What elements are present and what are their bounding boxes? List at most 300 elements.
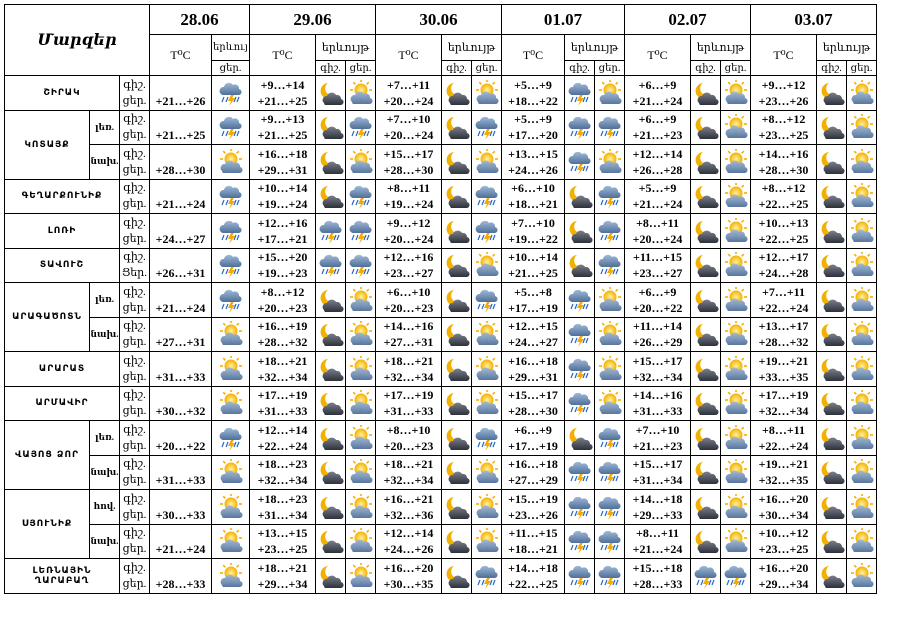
night-day-labels — [120, 248, 150, 283]
moon-cloud-icon — [444, 218, 470, 244]
day-temp: +30…+32 — [155, 404, 206, 419]
temp-cell — [502, 352, 565, 387]
moon-cloud-icon — [444, 183, 470, 209]
day-temp: +23…+26 — [758, 93, 809, 108]
sun-cloud-icon — [348, 390, 374, 416]
day-weather-cell — [847, 214, 877, 249]
forecast-row — [5, 283, 877, 318]
night-label: գիշ. — [123, 251, 146, 264]
forecast-row — [5, 524, 877, 559]
night-weather-cell — [565, 248, 595, 283]
region-name: ԱՐՄԱՎԻՐ — [5, 386, 120, 421]
forecast-row — [5, 317, 877, 352]
night-day-labels — [120, 559, 150, 594]
sun-cloud-icon — [597, 356, 623, 382]
day-temp: +23…+25 — [758, 542, 809, 557]
day-temp: +18…+21 — [508, 197, 558, 212]
day-weather-cell — [595, 214, 625, 249]
region-name: ԼԵՌՆԱՅԻՆ ՂԱՐԱԲԱՂ — [5, 559, 120, 594]
sun-cloud-icon — [348, 528, 374, 554]
sun-cloud-icon — [597, 390, 623, 416]
night-weather-cell — [691, 524, 721, 559]
night-weather-cell — [817, 490, 847, 525]
day-temp: +29…+31 — [257, 162, 308, 177]
day-temp: +24…+26 — [383, 542, 434, 557]
day-temp: +28…+30 — [383, 162, 434, 177]
subregion-label: նախ. — [90, 145, 120, 180]
day-temp: +24…+27 — [155, 231, 206, 246]
night-weather-cell — [442, 524, 472, 559]
night-temp: +11…+15 — [508, 526, 558, 541]
night-temp: +8…+12 — [761, 181, 806, 196]
night-header: գիշ. — [817, 61, 847, 76]
day-weather-cell — [346, 386, 376, 421]
forecast-table — [4, 4, 877, 594]
weather-cell — [212, 214, 250, 249]
night-weather-cell — [565, 317, 595, 352]
day-temp: +20…+22 — [155, 438, 206, 453]
temp-cell — [250, 76, 316, 111]
day-temp: +31…+33 — [257, 404, 308, 419]
day-weather-cell — [595, 76, 625, 111]
moon-cloud-icon — [819, 149, 845, 175]
temp-cell — [376, 214, 442, 249]
night-weather-cell — [691, 490, 721, 525]
weather-cell — [212, 317, 250, 352]
weather-cell — [212, 248, 250, 283]
temp-cell — [150, 76, 212, 111]
moon-cloud-icon — [444, 528, 470, 554]
temp-cell — [751, 76, 817, 111]
region-name: ԿՈՏԱՅՔ — [5, 110, 90, 179]
weather-cell — [212, 352, 250, 387]
day-temp: +22…+24 — [257, 438, 308, 453]
day-header: ցեր. — [472, 61, 502, 76]
night-temp: +16…+20 — [383, 560, 434, 575]
day-header: ցեր. — [346, 61, 376, 76]
temp-cell — [376, 145, 442, 180]
moon-cloud-icon — [444, 459, 470, 485]
thunderstorm-icon — [567, 356, 593, 382]
sun-cloud-icon — [849, 287, 875, 313]
temp-cell — [751, 214, 817, 249]
sun-cloud-icon — [723, 425, 749, 451]
night-day-labels — [120, 76, 150, 111]
day-weather-cell — [472, 179, 502, 214]
day-weather-cell — [472, 317, 502, 352]
thunderstorm-icon — [597, 459, 623, 485]
night-temp: +15…+18 — [632, 560, 683, 575]
night-weather-cell — [691, 283, 721, 318]
sun-cloud-icon — [849, 390, 875, 416]
night-temp: +9…+14 — [260, 77, 305, 92]
temp-cell — [751, 524, 817, 559]
day-temp: +22…+24 — [758, 438, 809, 453]
temp-cell — [376, 179, 442, 214]
night-temp: +7…+10 — [511, 215, 555, 230]
day-temp: +30…+35 — [383, 576, 434, 591]
subregion-label: հով. — [90, 490, 120, 525]
moon-cloud-icon — [318, 80, 344, 106]
thunderstorm-icon — [474, 425, 500, 451]
sun-cloud-icon — [218, 528, 244, 554]
day-weather-cell — [346, 179, 376, 214]
forecast-row — [5, 110, 877, 145]
thunderstorm-icon — [597, 528, 623, 554]
moon-cloud-icon — [693, 528, 719, 554]
temp-cell — [250, 559, 316, 594]
night-weather-cell — [565, 524, 595, 559]
night-day-labels — [120, 317, 150, 352]
moon-cloud-icon — [318, 459, 344, 485]
night-weather-cell — [316, 248, 346, 283]
day-temp: +30…+33 — [155, 507, 206, 522]
night-weather-cell — [316, 559, 346, 594]
subregion-label: նախ. — [90, 524, 120, 559]
night-day-labels — [120, 386, 150, 421]
night-temp: +7…+11 — [761, 284, 805, 299]
night-temp: +12…+16 — [383, 250, 434, 265]
temp-cell — [376, 248, 442, 283]
day-weather-cell — [847, 179, 877, 214]
day-weather-cell — [472, 455, 502, 490]
day-weather-cell — [595, 386, 625, 421]
day-temp: +21…+23 — [632, 438, 683, 453]
weather-cell — [212, 386, 250, 421]
day-weather-cell — [595, 145, 625, 180]
temp-cell — [376, 110, 442, 145]
sun-cloud-icon — [218, 321, 244, 347]
temp-cell — [502, 145, 565, 180]
day-weather-cell — [847, 386, 877, 421]
day-label: Ցեր. — [122, 267, 147, 280]
temp-cell — [751, 317, 817, 352]
day-temp: +31…+34 — [632, 473, 683, 488]
temp-cell — [502, 214, 565, 249]
moon-cloud-icon — [444, 494, 470, 520]
day-temp: +20…+24 — [632, 231, 683, 246]
day-weather-cell — [595, 455, 625, 490]
day-temp: +32…+34 — [632, 369, 683, 384]
day-weather-cell — [346, 145, 376, 180]
day-weather-cell — [595, 248, 625, 283]
night-temp: +14…+16 — [758, 146, 809, 161]
day-weather-cell — [346, 283, 376, 318]
night-label: գիշ. — [123, 561, 146, 574]
moon-cloud-icon — [819, 321, 845, 347]
night-weather-cell — [442, 490, 472, 525]
night-weather-cell — [691, 352, 721, 387]
day-weather-cell — [721, 110, 751, 145]
day-weather-cell — [346, 76, 376, 111]
moon-cloud-icon — [693, 287, 719, 313]
temp-cell — [502, 490, 565, 525]
night-temp: +13…+15 — [257, 526, 308, 541]
thunderstorm-icon — [597, 114, 623, 140]
day-weather-cell — [472, 524, 502, 559]
day-temp: +29…+34 — [758, 576, 809, 591]
day-temp: +21…+23 — [632, 128, 683, 143]
thunderstorm-icon — [567, 390, 593, 416]
day-weather-cell — [346, 559, 376, 594]
forecast-row — [5, 490, 877, 525]
night-weather-cell — [691, 145, 721, 180]
sun-cloud-icon — [474, 528, 500, 554]
moon-cloud-icon — [318, 425, 344, 451]
temp-cell — [150, 352, 212, 387]
night-temp: +12…+14 — [632, 146, 683, 161]
day-temp: +21…+24 — [632, 197, 683, 212]
temp-cell — [625, 352, 691, 387]
day-weather-cell — [721, 248, 751, 283]
day-label: ցեր. — [122, 94, 147, 107]
region-name: ԱՐԱԳԱԾՈՏՆ — [5, 283, 90, 352]
night-weather-cell — [817, 214, 847, 249]
temp-cell — [250, 455, 316, 490]
night-weather-cell — [565, 179, 595, 214]
night-temp: +15…+17 — [508, 388, 558, 403]
moon-cloud-icon — [318, 494, 344, 520]
night-temp: +6…+9 — [638, 112, 677, 127]
night-weather-cell — [565, 110, 595, 145]
day-weather-cell — [472, 283, 502, 318]
temp-unit-header: T⁰C — [376, 35, 442, 76]
moon-cloud-icon — [819, 494, 845, 520]
moon-cloud-icon — [567, 183, 593, 209]
temp-cell — [250, 145, 316, 180]
weather-cell — [212, 145, 250, 180]
night-weather-cell — [316, 110, 346, 145]
sun-cloud-icon — [218, 149, 244, 175]
night-weather-cell — [565, 490, 595, 525]
moon-cloud-icon — [444, 252, 470, 278]
day-weather-cell — [472, 490, 502, 525]
day-label: ցեր. — [122, 163, 147, 176]
thunderstorm-icon — [567, 80, 593, 106]
night-weather-cell — [691, 317, 721, 352]
day-temp: +22…+24 — [758, 300, 809, 315]
temp-cell — [625, 455, 691, 490]
thunderstorm-icon — [567, 459, 593, 485]
day-weather-cell — [472, 110, 502, 145]
sun-cloud-icon — [723, 390, 749, 416]
night-temp: +15…+20 — [257, 250, 308, 265]
temp-cell — [150, 559, 212, 594]
day-weather-cell — [346, 214, 376, 249]
moon-cloud-icon — [567, 218, 593, 244]
night-temp: +7…+10 — [386, 112, 431, 127]
day-weather-cell — [595, 317, 625, 352]
sun-cloud-icon — [348, 287, 374, 313]
night-weather-cell — [442, 455, 472, 490]
night-temp: +17…+19 — [758, 388, 809, 403]
sun-cloud-icon — [849, 114, 875, 140]
thunderstorm-icon — [348, 114, 374, 140]
night-temp: +8…+11 — [635, 526, 679, 541]
night-temp: +5…+9 — [514, 77, 552, 92]
temp-cell — [250, 421, 316, 456]
day-temp: +23…+25 — [758, 128, 809, 143]
day-weather-cell — [847, 352, 877, 387]
day-weather-cell — [721, 76, 751, 111]
weather-cell — [212, 524, 250, 559]
temp-cell — [150, 455, 212, 490]
day-temp: +32…+35 — [758, 473, 809, 488]
moon-cloud-icon — [819, 287, 845, 313]
night-weather-cell — [442, 110, 472, 145]
day-weather-cell — [595, 490, 625, 525]
temp-cell — [376, 386, 442, 421]
night-temp: +16…+20 — [758, 560, 809, 575]
night-weather-cell — [817, 317, 847, 352]
temp-cell — [751, 386, 817, 421]
day-temp: +17…+21 — [257, 231, 308, 246]
temp-cell — [150, 283, 212, 318]
temp-cell — [502, 248, 565, 283]
day-temp: +29…+34 — [257, 576, 308, 591]
day-weather-cell — [346, 317, 376, 352]
moon-cloud-icon — [444, 321, 470, 347]
night-label: գիշ. — [123, 182, 146, 195]
night-weather-cell — [565, 455, 595, 490]
night-weather-cell — [565, 283, 595, 318]
night-temp: +18…+21 — [257, 560, 308, 575]
temp-cell — [150, 110, 212, 145]
day-temp: +21…+26 — [155, 93, 206, 108]
night-label: գիշ. — [123, 113, 146, 126]
night-day-labels — [120, 524, 150, 559]
night-day-labels — [120, 352, 150, 387]
night-weather-cell — [565, 352, 595, 387]
night-temp: +15…+19 — [508, 491, 558, 506]
night-weather-cell — [817, 145, 847, 180]
day-weather-cell — [847, 559, 877, 594]
day-label: ցեր. — [122, 129, 147, 142]
night-temp: +10…+14 — [257, 181, 308, 196]
day-temp: +32…+34 — [383, 369, 434, 384]
night-day-labels — [120, 421, 150, 456]
sun-cloud-icon — [723, 321, 749, 347]
day-label: ցեր. — [122, 336, 147, 349]
day-weather-cell — [721, 352, 751, 387]
subregion-label: լեռ. — [90, 283, 120, 318]
sun-cloud-icon — [474, 252, 500, 278]
phenomena-header: երևույթ — [316, 35, 376, 61]
moon-cloud-icon — [318, 183, 344, 209]
forecast-row — [5, 248, 877, 283]
temp-cell — [502, 179, 565, 214]
sun-cloud-icon — [348, 563, 374, 589]
night-temp: +11…+14 — [632, 319, 682, 334]
sun-cloud-icon — [218, 390, 244, 416]
night-temp: +11…+15 — [632, 250, 682, 265]
night-temp: +17…+19 — [383, 388, 434, 403]
day-temp: +22…+25 — [508, 576, 558, 591]
thunderstorm-icon — [218, 287, 244, 313]
thunderstorm-icon — [597, 218, 623, 244]
sun-cloud-icon — [597, 321, 623, 347]
moon-cloud-icon — [693, 183, 719, 209]
temp-cell — [250, 524, 316, 559]
day-weather-cell — [847, 76, 877, 111]
night-weather-cell — [691, 559, 721, 594]
night-temp: +13…+17 — [758, 319, 809, 334]
day-temp: +32…+34 — [383, 473, 434, 488]
date-header: 03.07 — [751, 5, 877, 35]
day-temp: +24…+26 — [508, 162, 558, 177]
day-weather-cell — [847, 490, 877, 525]
day-label: ցեր. — [122, 508, 147, 521]
sun-cloud-icon — [849, 218, 875, 244]
temp-cell — [751, 352, 817, 387]
night-weather-cell — [817, 110, 847, 145]
moon-cloud-icon — [819, 425, 845, 451]
day-temp: +22…+25 — [758, 197, 809, 212]
day-weather-cell — [721, 283, 751, 318]
sun-cloud-icon — [723, 459, 749, 485]
day-temp: +20…+24 — [383, 231, 434, 246]
region-name: ՇԻՐԱԿ — [5, 76, 120, 111]
sun-cloud-icon — [348, 321, 374, 347]
sun-cloud-icon — [723, 528, 749, 554]
moon-cloud-icon — [318, 528, 344, 554]
moon-cloud-icon — [819, 183, 845, 209]
moon-cloud-icon — [318, 287, 344, 313]
date-header: 30.06 — [376, 5, 502, 35]
night-label: գիշ. — [123, 285, 146, 298]
day-weather-cell — [346, 455, 376, 490]
day-temp: +21…+25 — [155, 128, 206, 143]
forecast-row — [5, 76, 877, 111]
temp-cell — [502, 283, 565, 318]
thunderstorm-icon — [597, 563, 623, 589]
temp-cell — [751, 110, 817, 145]
day-label: ցեր. — [122, 577, 147, 590]
day-temp: +27…+29 — [508, 473, 558, 488]
thunderstorm-icon — [218, 252, 244, 278]
forecast-row — [5, 352, 877, 387]
temp-cell — [625, 524, 691, 559]
day-weather-cell — [721, 317, 751, 352]
day-temp: +21…+24 — [155, 542, 206, 557]
regions-header: Մարզեր — [5, 5, 150, 76]
day-temp: +18…+21 — [508, 542, 558, 557]
day-weather-cell — [721, 455, 751, 490]
night-day-labels — [120, 490, 150, 525]
day-temp: +20…+22 — [632, 300, 683, 315]
day-weather-cell — [472, 559, 502, 594]
temp-cell — [751, 421, 817, 456]
day-header: ցեր. — [847, 61, 877, 76]
night-temp: +8…+12 — [260, 284, 305, 299]
day-weather-cell — [721, 214, 751, 249]
temp-cell — [625, 76, 691, 111]
temp-cell — [376, 524, 442, 559]
night-weather-cell — [691, 76, 721, 111]
temp-cell — [751, 455, 817, 490]
night-temp: +9…+12 — [386, 215, 431, 230]
moon-cloud-icon — [693, 356, 719, 382]
subregion-label: լեռ. — [90, 110, 120, 145]
temp-cell — [250, 110, 316, 145]
day-label: ցեր. — [122, 474, 147, 487]
weather-cell — [212, 421, 250, 456]
night-weather-cell — [316, 386, 346, 421]
day-temp: +26…+28 — [632, 162, 683, 177]
night-weather-cell — [817, 421, 847, 456]
moon-cloud-icon — [819, 356, 845, 382]
temp-cell — [150, 317, 212, 352]
